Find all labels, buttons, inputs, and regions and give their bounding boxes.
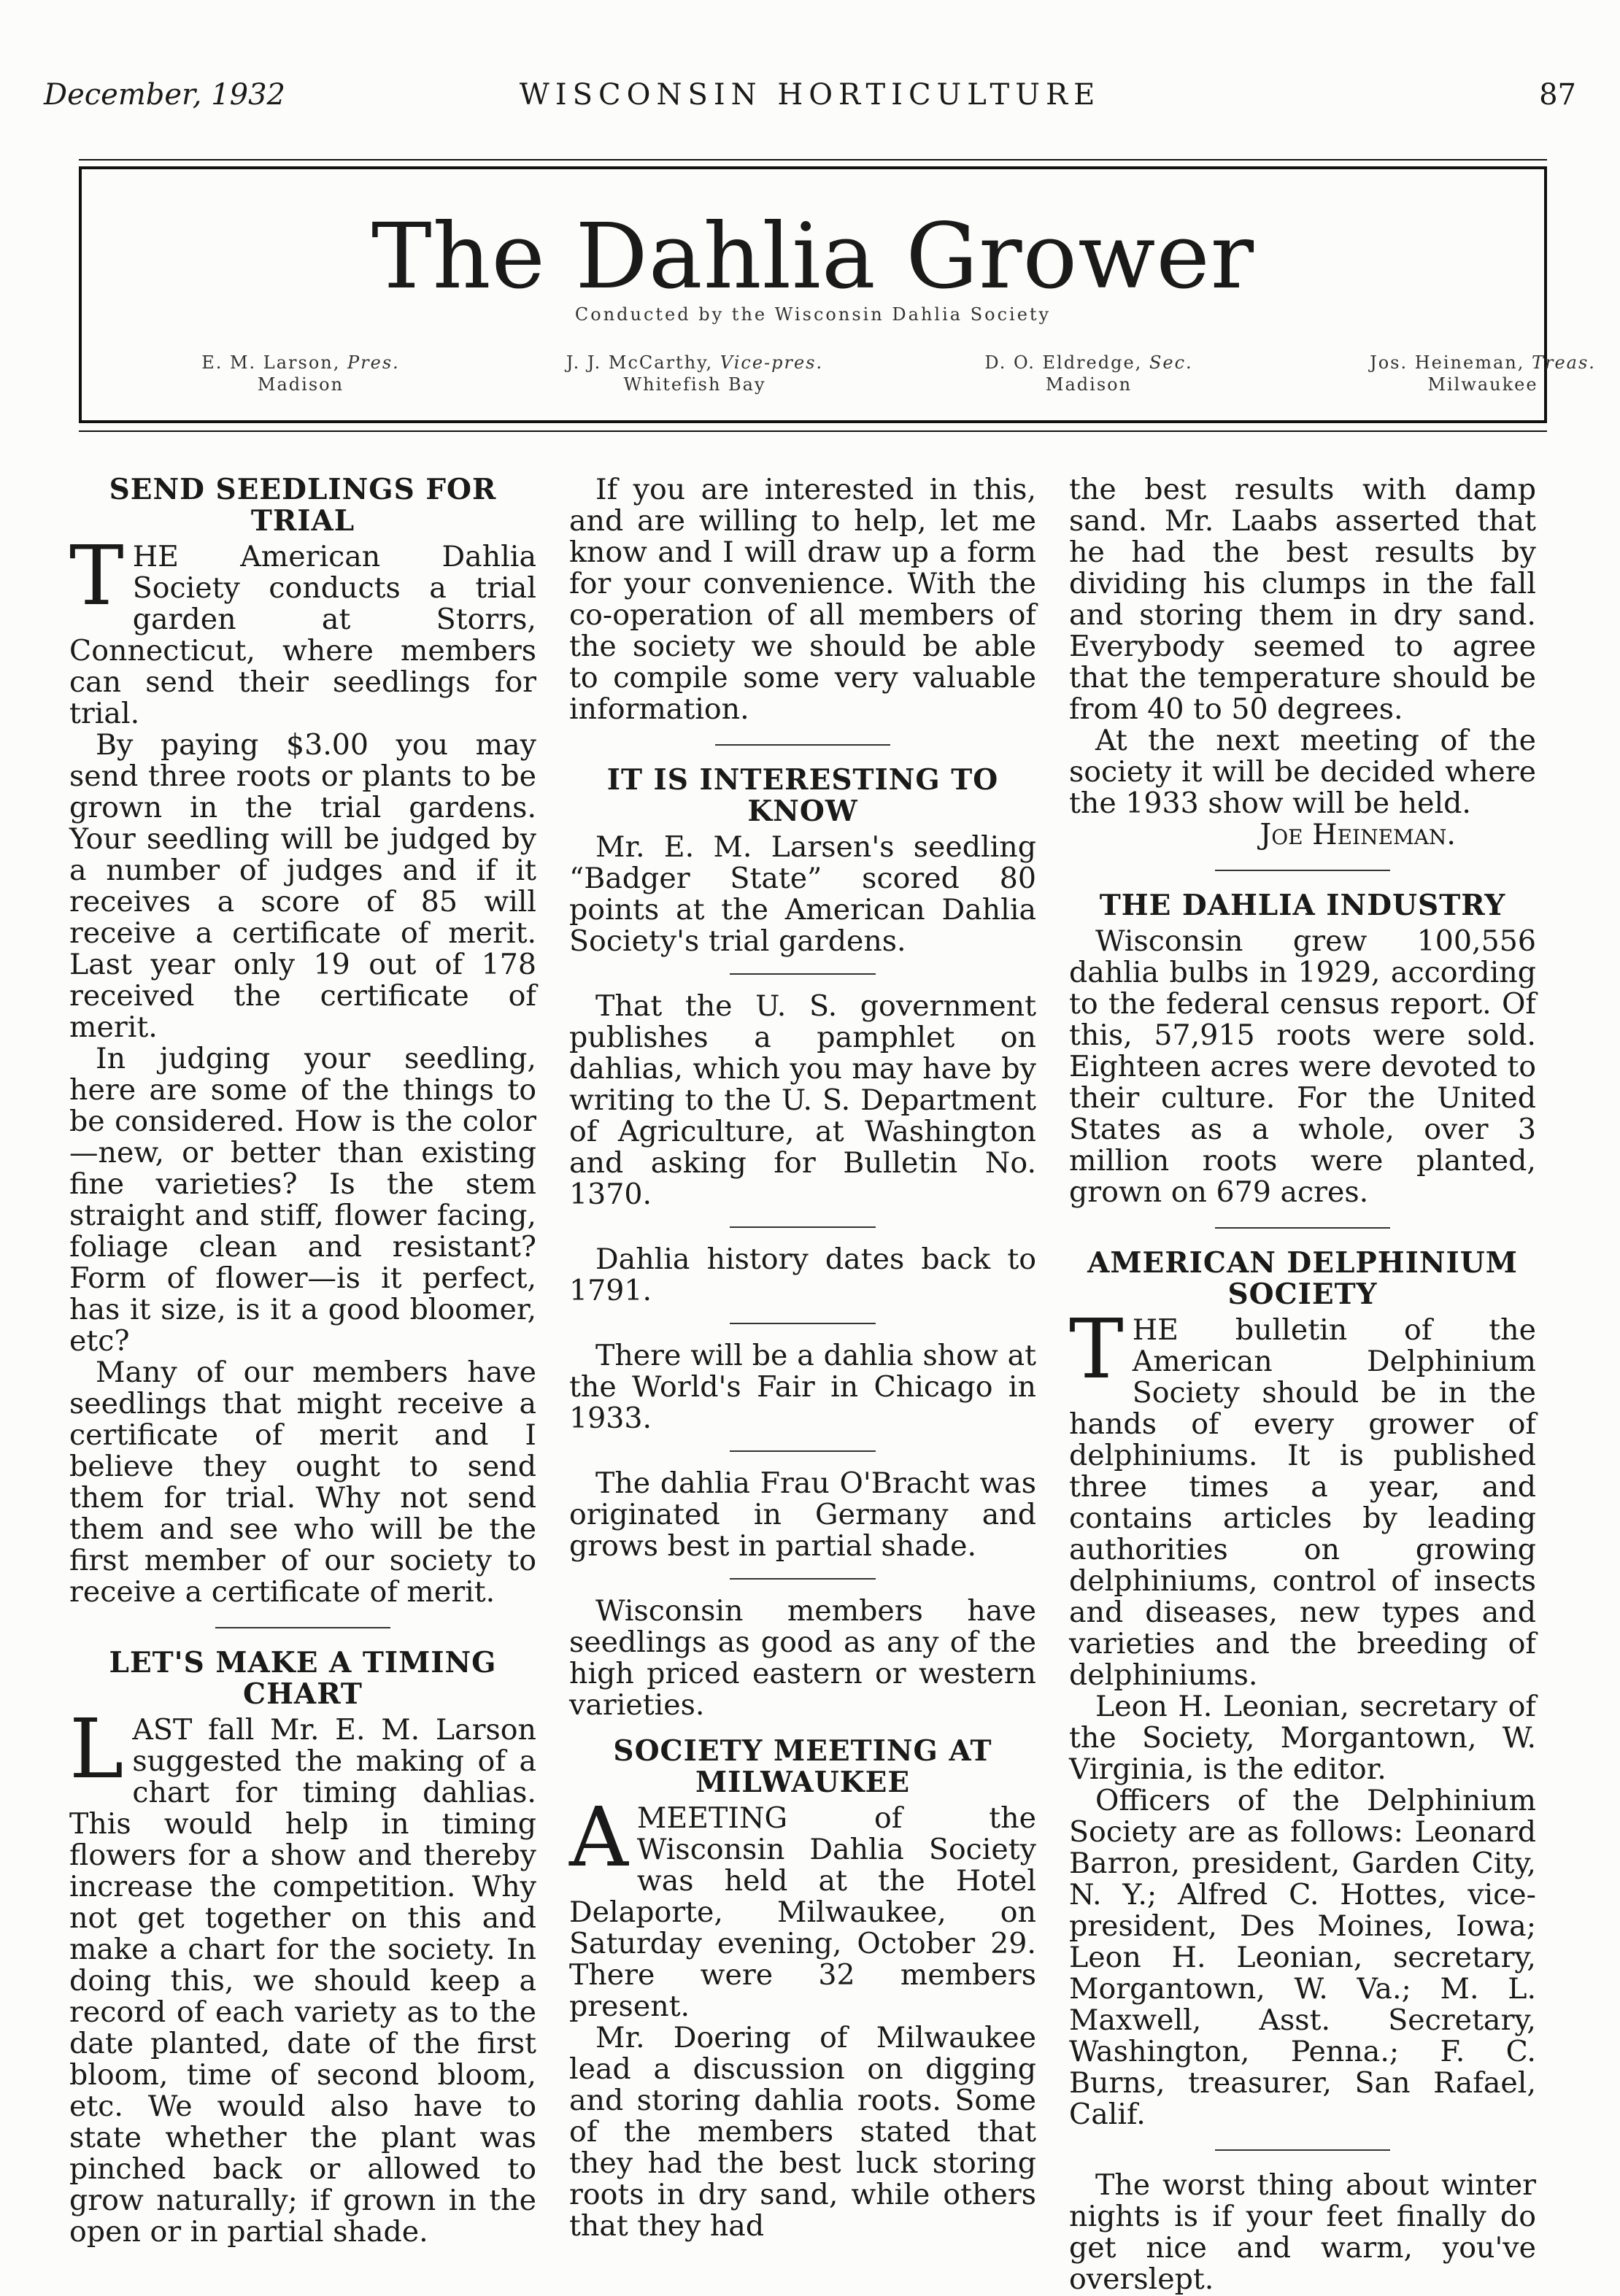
column-1 bbox=[69, 474, 536, 2248]
news-item: That the U. S. government publishes a pamphlet on dahlias, which you may have by writing to the U. S. Department of Agriculture, at Washington and asking for Bulletin No. 1370. bbox=[569, 989, 1036, 1211]
article-paragraph: If you are interested in this, and are willing to help, let me know and I will draw up a form for your convenience. With the co-operation of all members of the society we should be able to compile some very valuable information. bbox=[569, 473, 1036, 726]
article-paragraph: THE bulletin of the American Delphinium Society should be in the hands of every grower of delphiniums. It is published three times a year, and contains articles by leading authorities on growing delphiniums, control of insects and diseases, new types and varieties and the breeding of delphiniums. bbox=[1069, 1302, 1536, 1692]
drop-cap: A bbox=[569, 1790, 628, 1885]
closing-quip: The worst thing about winter nights is if your feet finally do get nice and warm, you've overslept. bbox=[1069, 2168, 1536, 2296]
officer-president: E. M. Larson, Pres. Madison bbox=[201, 352, 400, 395]
section-divider bbox=[215, 1627, 390, 1628]
department-title: The Dahlia Grower bbox=[371, 204, 1254, 309]
drop-cap: T bbox=[69, 529, 124, 624]
officer-vice-president: J. J. McCarthy, Vice-pres. Whitefish Bay bbox=[566, 352, 824, 395]
article-paragraph: Many of our members have seedlings that might receive a certificate of merit and I believe they ought to send them for trial. Why not send them and see who will be the first member of our society to receive a certificate of merit. bbox=[69, 1356, 536, 1609]
issue-date: December, 1932 bbox=[44, 78, 285, 112]
news-item: The dahlia Frau O'Bracht was originated in Germany and grows best in partial shade. bbox=[569, 1466, 1036, 1563]
article-heading-meeting: SOCIETY MEETING AT MILWAUKEE bbox=[613, 1734, 992, 1799]
item-divider bbox=[730, 973, 876, 975]
article-paragraph: Leon H. Leonian, secretary of the Society, Morgantown, W. Virginia, is the editor. bbox=[1069, 1690, 1536, 1786]
article-paragraph: At the next meeting of the society it will be decided where the 1933 show will be held. bbox=[1069, 724, 1536, 820]
journal-title: WISCONSIN HORTICULTURE bbox=[519, 78, 1101, 112]
banner-bottom-rule bbox=[79, 430, 1547, 432]
item-divider bbox=[730, 1323, 876, 1324]
running-head bbox=[44, 73, 1576, 117]
article-paragraph: the best results with damp sand. Mr. Laabs asserted that he had the best results by dividing his clumps in the fall and storing them in dry sand. Everybody seemed to agree that the temperature should be from 40 to 50 degrees. bbox=[1069, 473, 1536, 726]
banner-top-rule bbox=[79, 159, 1547, 161]
article-paragraph: AMEETING of the Wisconsin Dahlia Society was held at the Hotel Delaporte, Milwaukee, on Saturday evening, October 29. There were 32 members present. bbox=[569, 1790, 1036, 2023]
drop-cap: T bbox=[1069, 1302, 1124, 1397]
officer-list bbox=[147, 352, 1596, 395]
article-paragraph: Mr. Doering of Milwaukee lead a discussion on digging and storing dahlia roots. Some of the members stated that they had the best luck storing roots in dry sand, while others that they had bbox=[569, 2021, 1036, 2243]
item-divider bbox=[730, 1578, 876, 1580]
author-signature: Joe Heineman. bbox=[1260, 818, 1456, 851]
section-divider bbox=[1215, 1227, 1390, 1229]
column-3 bbox=[1069, 474, 1536, 2295]
article-paragraph: Officers of the Delphinium Society are as follows: Leonard Barron, president, Garden City, N. Y.; Alfred C. Hottes, vice-president, Des Moines, Iowa; Leon H. Leonian, secretary, Morgantown, W. Va.; M. L. Maxwell, Asst. Secretary, Washington, Penna.; F. C. Burns, treasurer, San Rafael, Calif. bbox=[1069, 1784, 1536, 2131]
news-item: Wisconsin members have seedlings as good as any of the high priced eastern or western varieties. bbox=[569, 1594, 1036, 1722]
department-subtitle: Conducted by the Wisconsin Dahlia Society bbox=[574, 304, 1052, 325]
officer-treasurer: Jos. Heineman, Treas. Milwaukee bbox=[1370, 352, 1596, 395]
article-heading-delphinium: AMERICAN DELPHINIUM SOCIETY bbox=[1087, 1246, 1518, 1311]
article-paragraph: LAST fall Mr. E. M. Larson suggested the making of a chart for timing dahlias. This would help in timing flowers for a show and thereby increase the competition. Why not get together on this and make a chart for the society. In doing this, we should keep a record of each variety as to the date planted, date of the first bloom, time of second bloom, etc. We would also have to state whether the plant was pinched back or allowed to grow naturally; if grown in the open or in partial shade. bbox=[69, 1702, 536, 2249]
officer-secretary: D. O. Eldredge, Sec. Madison bbox=[984, 352, 1193, 395]
section-divider bbox=[715, 744, 890, 746]
article-heading-industry: THE DAHLIA INDUSTRY bbox=[1099, 889, 1506, 922]
article-heading-interesting: IT IS INTERESTING TO KNOW bbox=[606, 763, 999, 828]
article-paragraph: By paying $3.00 you may send three roots or plants to be grown in the trial gardens. Your seedling will be judged by a number of judges and if it receives a score of 85 will receive a certificate of merit. Last year only 19 out of 178 received the certificate of merit. bbox=[69, 728, 536, 1044]
section-divider bbox=[1215, 2149, 1390, 2151]
item-divider bbox=[730, 1226, 876, 1228]
article-paragraph: In judging your seedling, here are some of the things to be considered. How is the color—new, or better than existing fine varieties? Is the stem straight and stiff, flower facing, foliage clean and resistant? Form of flower—is it perfect, has it size, is it a good bloomer, etc? bbox=[69, 1042, 536, 1358]
department-banner bbox=[79, 166, 1596, 423]
article-heading-timing-chart: LET'S MAKE A TIMING CHART bbox=[109, 1646, 497, 1711]
section-divider bbox=[1215, 870, 1390, 871]
article-paragraph: Wisconsin grew 100,556 dahlia bulbs in 1929, according to the federal census report. Of this, 57,915 roots were sold. Eighteen acres were devoted to their culture. For the United States as a whole, over 3 million roots were planted, grown on 679 acres. bbox=[1069, 924, 1536, 1209]
article-paragraph: THE American Dahlia Society conducts a trial garden at Storrs, Connecticut, where members can send their seedlings for trial. bbox=[69, 529, 536, 730]
news-item: There will be a dahlia show at the World's Fair in Chicago in 1933. bbox=[569, 1339, 1036, 1435]
column-2 bbox=[569, 474, 1036, 2242]
news-item: Mr. E. M. Larsen's seedling “Badger State” scored 80 points at the American Dahlia Society's trial gardens. bbox=[569, 830, 1036, 958]
news-item: Dahlia history dates back to 1791. bbox=[569, 1242, 1036, 1307]
article-heading-send-seedlings: SEND SEEDLINGS FOR TRIAL bbox=[109, 473, 497, 538]
item-divider bbox=[730, 1450, 876, 1452]
page-number: 87 bbox=[1539, 78, 1576, 112]
drop-cap: L bbox=[69, 1702, 124, 1797]
